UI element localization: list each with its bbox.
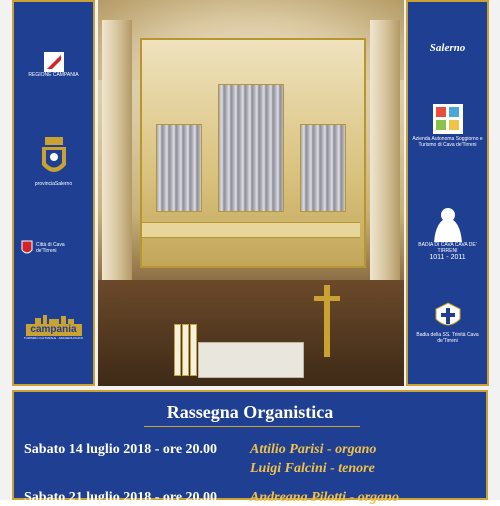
campania-subcaption: TURISMO CULTURALE · ARCHEOLOGICO: [23, 336, 84, 340]
event-performer-1a: Attilio Parisi - organo: [250, 442, 377, 457]
abbey-crest-icon: [433, 302, 463, 332]
left-pipe-group: [156, 124, 202, 212]
event-performer-2a: Andreana Pilotti - organo: [250, 490, 399, 505]
badia-years: 1011 - 2011: [429, 254, 466, 261]
event-date-2: Sabato 21 luglio 2018 - ore 20.00: [24, 490, 218, 505]
campania-wordmark: campania: [26, 324, 82, 336]
badia-ss-trinita-caption: Badia della SS. Trinità Cava de'Tirreni: [416, 332, 479, 344]
regione-campania-icon: [44, 52, 64, 72]
azienda-logo-icon: [433, 104, 463, 134]
right-logo-column: [406, 0, 489, 386]
cross-bar: [314, 296, 340, 301]
azienda-caption: Azienda Autonoma Soggiorno e Turismo di Cava de'Tirreni: [412, 136, 483, 148]
provincia-salerno-logo: [14, 137, 93, 187]
campania-turismo-logo: [14, 314, 93, 340]
campania-skyline-icon: [31, 314, 77, 324]
citta-cava-caption: Città di Cava de'Tirreni: [36, 242, 65, 254]
center-pipe-group: [218, 84, 284, 212]
banner-title: Rassegna Organistica: [166, 402, 334, 422]
event-date-1: Sabato 14 luglio 2018 - ore 20.00: [24, 442, 218, 457]
salerno-wordmark: Salerno: [429, 42, 466, 54]
right-pipe-group: [300, 124, 346, 212]
event-performer-1b: Luigi Falcini - tenore: [250, 461, 375, 476]
citta-cava-logo: [14, 240, 93, 256]
badia-ss-trinita-logo: [408, 302, 487, 344]
event-banner: [12, 390, 488, 505]
provincia-crest-icon: [39, 137, 69, 181]
regione-campania-caption: REGIONE CAMPANIA: [28, 72, 79, 78]
regione-campania-logo: [14, 52, 93, 78]
badia-di-cava-caption: BADIA DI CAVA CAVA DE' TIRRENI: [418, 242, 477, 254]
monk-silhouette-icon: [431, 206, 465, 242]
azienda-autonoma-logo: [408, 104, 487, 148]
organ-balcony: [142, 222, 360, 238]
left-logo-column: [12, 0, 95, 386]
church-organ-photo: [98, 0, 404, 386]
badia-di-cava-logo: [408, 206, 487, 262]
provincia-salerno-caption: provinciaSalerno: [34, 181, 73, 187]
cava-crest-icon: [21, 240, 33, 256]
altar: [198, 342, 304, 378]
title-underline: [144, 426, 360, 427]
organ-case: [140, 38, 366, 268]
salerno-logo: [408, 42, 487, 54]
